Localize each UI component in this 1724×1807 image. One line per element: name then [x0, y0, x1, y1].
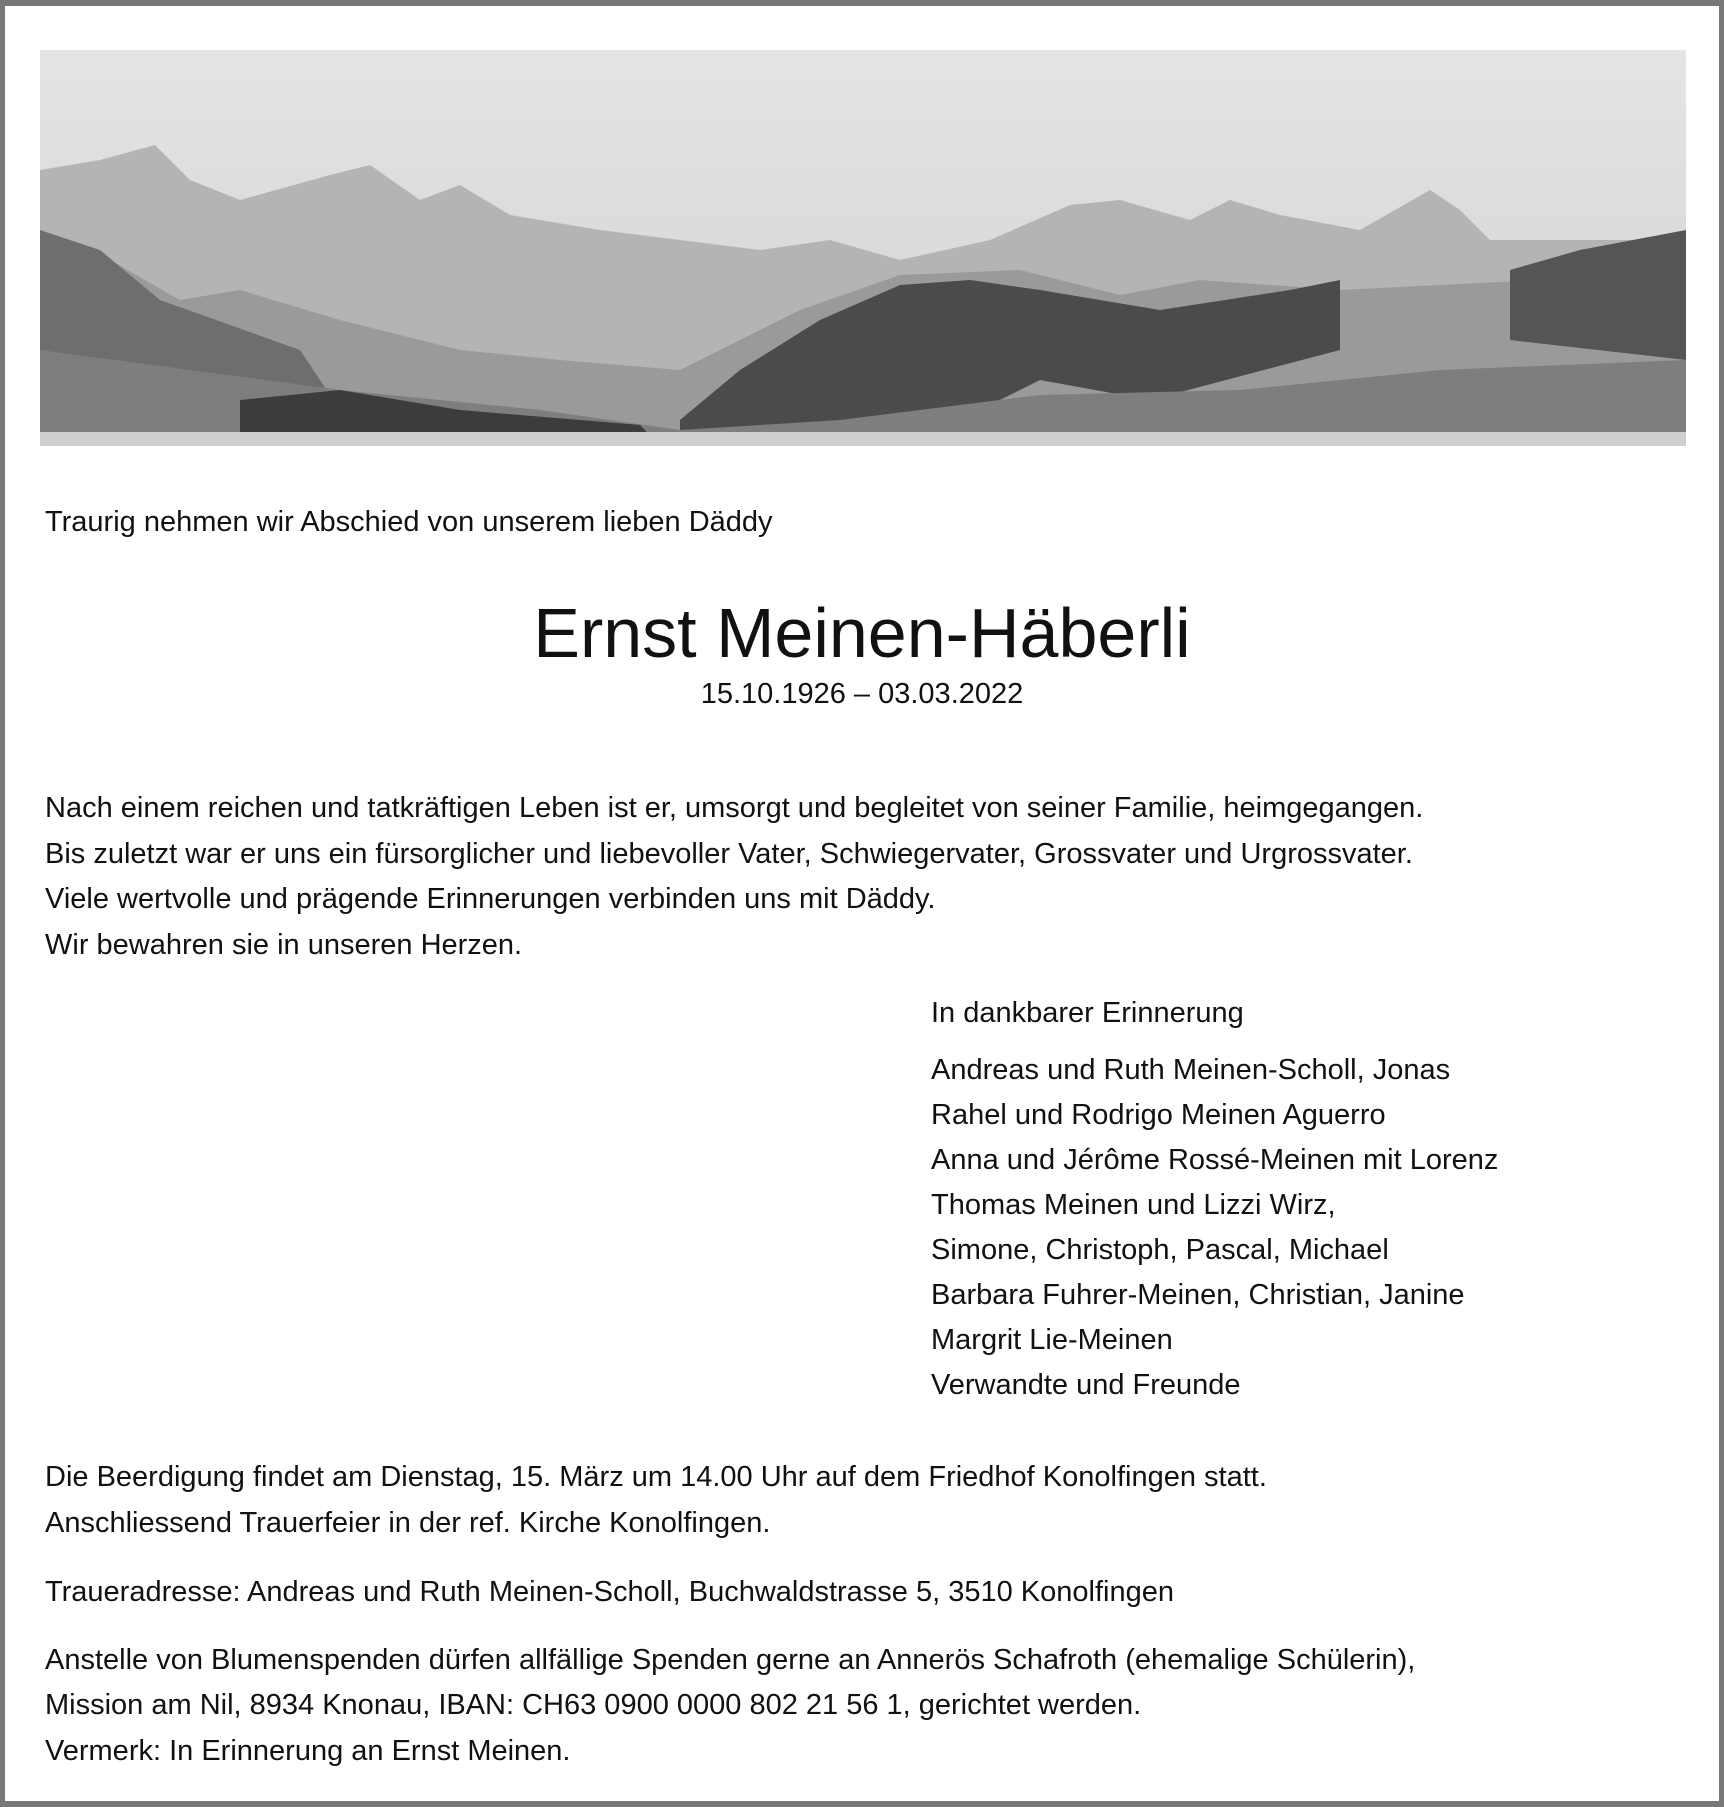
mourner-name: Margrit Lie-Meinen: [931, 1324, 1173, 1356]
mourner-name: Barbara Fuhrer-Meinen, Christian, Janine: [931, 1279, 1465, 1311]
mourner-name: Rahel und Rodrigo Meinen Aguerro: [931, 1099, 1386, 1131]
mountain-landscape-photo: [40, 50, 1686, 446]
funeral-line: Die Beerdigung findet am Dienstag, 15. März um 14.00 Uhr auf dem Friedhof Konolfingen statt.: [45, 1461, 1267, 1493]
donation-line: Mission am Nil, 8934 Knonau, IBAN: CH63 0900 0000 802 21 56 1, gerichtet werden.: [45, 1689, 1142, 1721]
mourning-address: Traueradresse: Andreas und Ruth Meinen-Scholl, Buchwaldstrasse 5, 3510 Konolfingen: [45, 1576, 1174, 1608]
donation-line: Anstelle von Blumenspenden dürfen allfällige Spenden gerne an Annerös Schafroth (ehemalige Schülerin),: [45, 1644, 1416, 1676]
intro-text: Traurig nehmen wir Abschied von unserem lieben Däddy: [45, 506, 773, 538]
mourner-name: Anna und Jérôme Rossé-Meinen mit Lorenz: [931, 1144, 1499, 1176]
mourners-heading: In dankbarer Erinnerung: [931, 997, 1244, 1029]
body-line: Nach einem reichen und tatkräftigen Leben ist er, umsorgt und begleitet von seiner Familie, heimgegangen.: [45, 792, 1424, 824]
mourner-name: Thomas Meinen und Lizzi Wirz,: [931, 1189, 1336, 1221]
donation-line: Vermerk: In Erinnerung an Ernst Meinen.: [45, 1735, 571, 1767]
deceased-name: Ernst Meinen-Häberli: [533, 594, 1191, 672]
mourner-name: Simone, Christoph, Pascal, Michael: [931, 1234, 1389, 1266]
life-dates: 15.10.1926 – 03.03.2022: [700, 678, 1024, 710]
body-line: Bis zuletzt war er uns ein fürsorglicher und liebevoller Vater, Schwiegervater, Grossvater und Urgrossvater.: [45, 838, 1413, 870]
body-line: Viele wertvolle und prägende Erinnerungen verbinden uns mit Däddy.: [45, 883, 936, 915]
body-line: Wir bewahren sie in unseren Herzen.: [45, 929, 523, 961]
mourner-name: Andreas und Ruth Meinen-Scholl, Jonas: [931, 1054, 1451, 1086]
funeral-line: Anschliessend Trauerfeier in der ref. Kirche Konolfingen.: [45, 1507, 771, 1539]
mourner-name: Verwandte und Freunde: [931, 1369, 1241, 1401]
obituary-page: [5, 6, 1719, 1801]
